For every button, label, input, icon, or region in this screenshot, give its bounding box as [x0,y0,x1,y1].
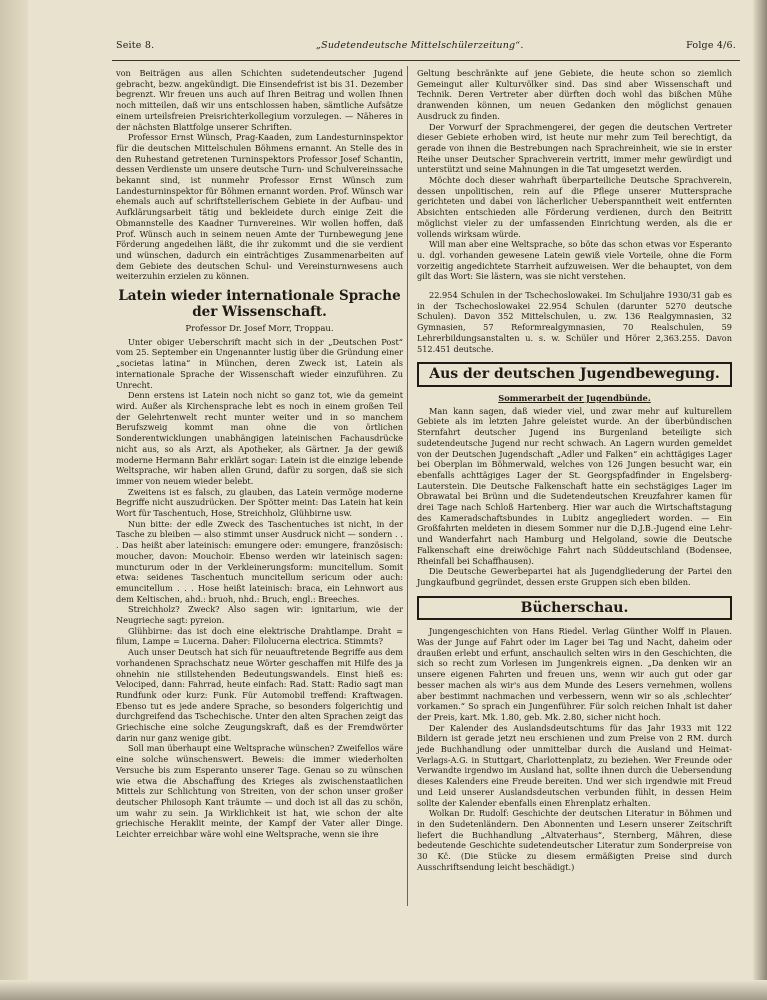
latin-paragraph: Glühbirne: das ist doch eine elektrische Drahtlampe. Draht = filum, Lampe = Lucerna. Daher: Filolucerna electrica. Stimmts? [116,625,403,647]
latin-paragraph: Unter obiger Ueberschrift macht sich in der „Deutschen Post“ vom 25. September ein Ungenannter lustig über die Gründung einer „societas latina“ in München, deren Zweck ist, Latein als internationale Sprache der Wissenschaft wieder einzuführen. Zu Unrecht. [116,336,403,390]
latin-paragraph: Auch unser Deutsch hat sich für neuauftretende Begriffe aus dem vorhandenen Sprachschatz neue Wörter geschaffen mit Hilfe des ja ohnehin nie stillstehenden Bedeutungswandels. Einst hieß es: Velociped, dann: Fahrrad, heute einfach: Rad. Statt: Radio sagt man Rundfunk oder kurz: Funk. Für Automobil treffend: Kraftwagen. Ebenso tut es jede andere Sprache, so besonders folgerichtig und durchgreifend das Tschechische. Unter den alten Sprachen zeigt das Griechische eine solche Zeugungskraft, daß es der Fremdwörter darin nur ganz wenige gibt. [116,647,403,743]
intro-paragraph: von Beiträgen aus allen Schichten sudetendeutscher Jugend gebracht, bezw. angekündigt. Die Einsendefrist ist bis 31. Dezember begrenzt. Wir freuen uns auch auf Ihren Beitrag und wollen Ihnen noch mitteilen, daß wir uns entschlossen haben, sämtliche Aufsätze einem urteilsfreien Preisrichterkollegium vorzulegen. — Näheres in der nächsten Blattfolge unserer Schriften. [116,68,403,132]
review-kalender: Der Kalender des Auslandsdeutschtums für das Jahr 1933 mit 122 Bildern ist gerade jetzt neu erschienen und zum Preise von 2 RM. durch jede Buchhandlung oder unmittelbar durch die Ausland und Heimat-Verlags-A.G. in Stuttgart, Charlottenplatz, zu beziehen. Wer Freunde oder Verwandte irgendwo im Ausland hat, sollte ihnen durch die Uebersendung dieses Kalenders eine Freude bereiten. Und wer sich irgendwie mit Freud und Leid unserer Auslandsdeutschen verbunden fühlt, in dessen Heim sollte der Kalender ebenfalls einen Ehrenplatz erhalten. [417,722,732,808]
page-edge-right [753,0,767,1000]
review-jungengeschichten: Jungengeschichten von Hans Riedel. Verlag Günther Wolff in Plauen. Was der Junge auf Fahrt oder im Lager bei Tag und Nacht, daheim oder draußen erlebt und erfunt, anschaulich selten wirs in den Geschichten, die sich so recht zum Vorlesen im Jungenkreis eignen. „Da denken wir an unsere eigenen Fahrten und freuen uns, wenn wir auch gut oder gar besser machen als wir's aus dem Munde des Lesers vernehmen, wollens aber bestimmt nachmachen und verbessern, wenn wir so als ‚schlechter‘ vorkamen.“ So sprach ein Jungenführer. Für solch reichen Inhalt ist daher der Preis, kart. Mk. 1.80, geb. Mk. 2.80, sicher nicht hoch. [417,626,732,722]
latin-continuation: Will man aber eine Weltsprache, so böte das schon etwas vor Esperanto u. dgl. vorhanden gewesene Latein gewiß viele Vorteile, ohne die Form vorzeitig angedichtete Starrheit aufzuweisen. Wer die behauptet, von dem gilt das Wort: Sie lästern, was sie nicht verstehen. [417,239,732,282]
latin-paragraph: Nun bitte: der edle Zweck des Taschentuches ist nicht, in der Tasche zu bleiben — also stimmt unser Ausdruck nicht — sondern . . . Das heißt aber lateinisch: emungere oder: emungere, französisch: moucher, davon: Mouchoir. Ebenso werden wir lateinisch sagen: muncturum oder in der Verkleinerungsform: muncitellum. Somit etwa: seidenes Taschentuch muncitellum sericum oder auch: emuncitellum . . . Hose heißt lateinisch: braca, ein Lehnwort aus dem Keltischen, ahd.: bruoh, nhd.: Bruch, engl.: Breeches. [116,518,403,604]
newspaper-title: „Sudetendeutsche Mittelschülerzeitung“. [316,40,524,51]
latin-paragraph: Zweitens ist es falsch, zu glauben, das Latein vermöge moderne Begriffe nicht auszudrücken. Der Spötter meint: Das Latein hat kein Wort für Taschentuch, Hose, Streichholz, Glühbirne usw. [116,486,403,519]
review-wolkan: Wolkan Dr. Rudolf: Geschichte der deutschen Literatur in Böhmen und in den Sudetenländern. Den Abonnenten und Lesern unserer Zeitschrift liefert die Buchhandlung „Altvaterhaus“, Sternberg, Mähren, diese bedeutende Geschichte sudetendeutscher Literatur zum Sonderpreise von 30 Kč. (Die Stücke zu diesem ermäßigten Preise sind durch Ausschriftsendung leicht beschädigt.) [417,808,732,872]
latin-paragraph: Streichholz? Zweck? Also sagen wir: ignitarium, wie der Neugrieche sagt: pyreion. [116,604,403,626]
latin-paragraph: Denn erstens ist Latein noch nicht so ganz tot, wie da gemeint wird. Außer als Kirchensprache lebt es noch in einem großen Teil der Gelehrtenwelt recht munter weiter und in so manchem Berufszweig kommt man ohne die von örtlichen Sonderentwicklungen unabhängigen lateinischen Fachausdrücke nicht aus, so als Arzt, als Apotheker, als Gärtner. Ja der gewiß moderne Hermann Bahr erklärt sogar: Latein ist die einzige lebende Weltsprache, wir haben allen Grund, dafür zu sorgen, daß sie sich immer von neuem wieder belebt. [116,390,403,486]
left-column [116,68,403,840]
page-edge-bottom [0,980,767,1000]
latin-article-title: Latein wieder internationale Sprache der Wissenschaft. [118,288,401,321]
latin-continuation: Geltung beschränkte auf jene Gebiete, die heute schon so ziemlich Gemeingut aller Kulturvölker sind. Das sind aber Wissenschaft und Technik. Deren Vertreter aber dürften doch wohl das bißchen Mühe dranwenden können, um neuen Gedanken den möglichst genauen Ausdruck zu finden. [417,68,732,121]
column-divider [407,66,408,906]
section-box-jugendbewegung: Aus der deutschen Jugendbewegung. [417,362,732,387]
sommerarbeit-heading: Sommerarbeit der Jugendbünde. [498,392,651,403]
right-column [417,68,732,873]
page-edge-left [0,0,28,1000]
page-number: Seite 8. [116,40,155,51]
section-box-buecherschau: Bücherschau. [417,596,732,621]
wuensch-article: Professor Ernst Wünsch, Prag-Kaaden, zum Landesturninspektor für die deutschen Mittelschulen Böhmens ernannt. An Stelle des in den Ruhestand getretenen Turninspektors Professor Josef Schantin, dessen Verdienste um unsere deutsche Turn- und Schulvereinssache bekannt sind, ist nunmehr Professor Ernst Wünsch zum Landesturninspektor für Böhmen ernannt worden. Prof. Wünsch war ehemals auch auf schriftstellerischem Gebiete in der Aufbau- und Aufklärungsarbeit tätig und bekleidete durch einige Zeit die Obmannstelle des Kaadner Turnvereines. Wir wollen hoffen, daß Prof. Wünsch auch in seinem neuen Amte der Turnbewegung jene Förderung angedeihen läßt, die ihr zukommt und die sie verdient und wünschen, dadurch ein einträchtiges Zusammenarbeiten auf dem Gebiete des deutschen Schul- und Vereinsturnwesens auch weiterzuhin erzielen zu können. [116,132,403,282]
sommerarbeit-paragraph: Man kann sagen, daß wieder viel, und zwar mehr auf kulturellem Gebiete als im letzten Jahre geleistet wurde. An der überbündischen Sternfahrt deutscher Jugend ins Burgenland beteiligte sich sudetendeutsche Jugend nur recht schwach. An Lagern wurden gemeldet von der Deutschen Jugendschaft „Adler und Falken“ ein achttägiges Lager bei Oberplan im Böhmerwald, welches von 126 Jungen besucht war, ein ebenfalls achttägiges Lager der St. Georgspfadfinder in Engelsberg-Lauterstein. Die Deutsche Falkenschaft hatte ein sechstägiges Lager im Obrawatal bei Brünn und die Sudetendeutschen Kreuzfahrer kamen für drei Tage nach Schloß Hartenberg. Hier war auch die Wirtschaftstagung des Kameradschaftsbundes in Lubitz angegliedert worden. — Ein Großfahrten meldeten in diesem Sommer nur die D.J.B.-Jugend eine Lehr- und Wanderfahrt nach Hamburg und Helgoland, sowie die Deutsche Falkenschaft eine dreiwöchige Fahrt nach Süddeutschland (Bodensee, Rheinfall bei Schaffhausen). [417,405,732,566]
latin-paragraph: Soll man überhaupt eine Weltsprache wünschen? Zweifellos wäre eine solche wünschenswert. Beweis: die immer wiederholten Versuche bis zum Esperanto unserer Tage. Genau so zu wünschen wie etwa die Abschaffung des Krieges als zwischenstaatlichen Mittels zur Schlichtung von Streiten, von der schon unser großer deutscher Philosoph Kant träumte — und doch ist all das zu schön, um wahr zu sein. Ja Wirklichkeit ist hat, wie schon der alte griechische Heraklit meinte, der Kampf der Vater aller Dinge. Leichter erreichbar wäre wohl eine Weltsprache, wenn sie ihre [116,743,403,840]
latin-continuation: Möchte doch dieser wahrhaft überparteiliche Deutsche Sprachverein, dessen unpolitischen, rein auf die Pflege unserer Muttersprache gerichteten und dabei von lächerlicher Ueberspanntheit weit entfernten Absichten entschieden alle Förderung verdienen, durch den Beitritt möglichst vieler zu der umfassenden Einrichtung werden, als die er vollends wirksam würde. [417,175,732,239]
schools-notice: 22.954 Schulen in der Tschechoslowakei. Im Schuljahre 1930/31 gab es in der Tschechoslowakei 22.954 Schulen (darunter 5270 deutsche Schulen). Davon 352 Mittelschulen, u. zw. 136 Realgymnasien, 32 Gymnasien, 57 Reformrealgymnasien, 70 Realschulen, 59 Lehrerbildungsanstalten u. s. w. Schüler und Hörer 2,363.255. Davon 512.451 deutsche. [417,290,732,354]
header-rule [112,60,740,61]
sommerarbeit-paragraph: Die Deutsche Gewerbepartei hat als Jugendgliederung der Partei den Jungkaufbund gegründet, dessen erste Gruppen sich eben bilden. [417,566,732,587]
page-header [116,40,736,56]
issue-number: Folge 4/6. [686,40,736,51]
latin-continuation: Der Vorwurf der Sprachmengerei, der gegen die deutschen Vertreter dieser Gebiete erhoben wird, ist heute nur mehr zum Teil berechtigt, da gerade von ihnen die Bestrebungen nach Sprachreinheit, wie sie in erster Reihe unser Deutscher Sprachverein vertritt, immer mehr gewürdigt und unterstützt und seine Mahnungen in die Tat umgesetzt werden. [417,121,732,175]
latin-article-author: Professor Dr. Josef Morr, Troppau. [185,324,334,335]
